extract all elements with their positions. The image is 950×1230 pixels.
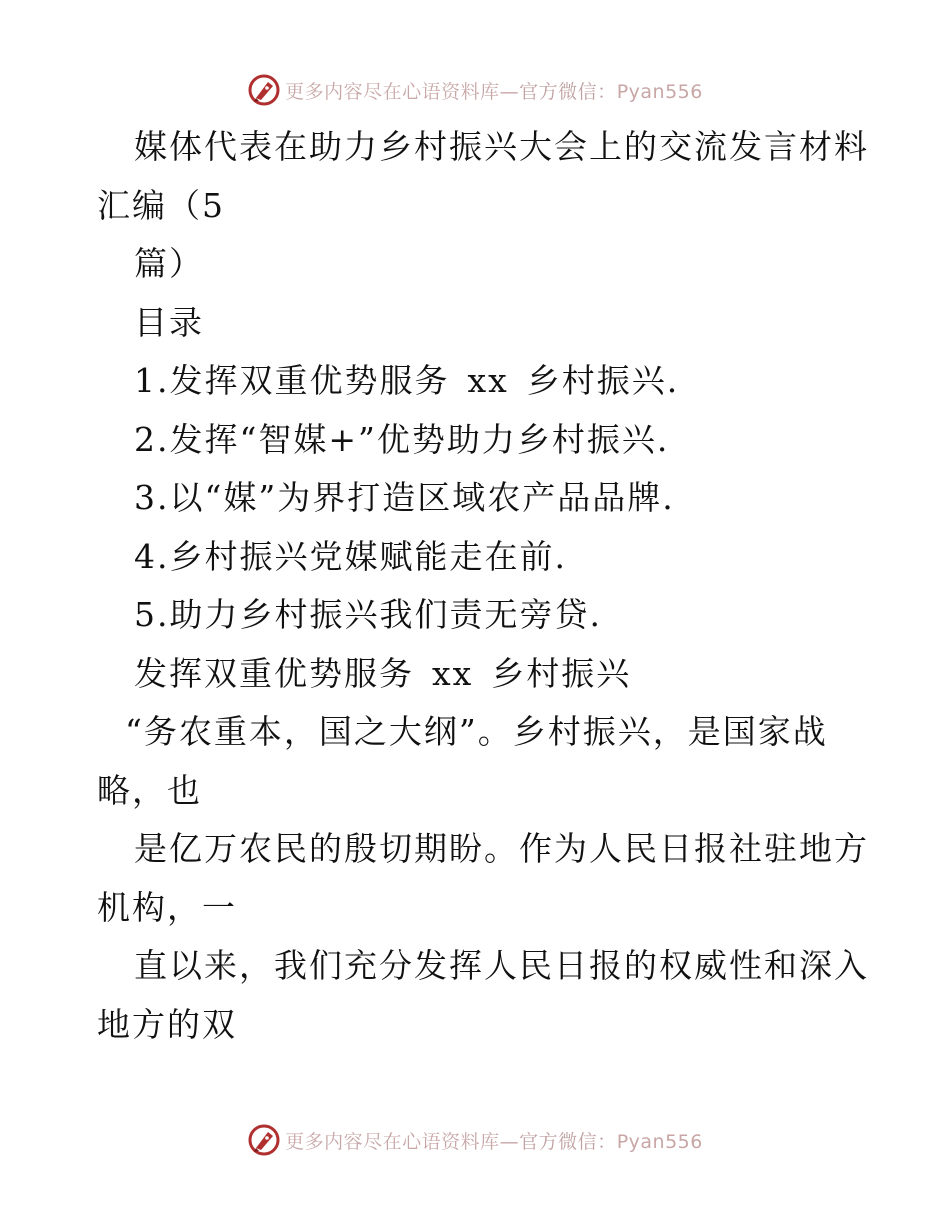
banner-wechat-id: Pyan556 [616, 80, 703, 103]
body-line-5: 直以来，我们充分发挥人民日报的权威性和深入 [134, 946, 869, 985]
banner-dash: — [499, 1130, 520, 1153]
section-title [97, 645, 857, 704]
toc-item-1 [97, 352, 857, 411]
section-title-mid: xx [432, 653, 474, 693]
section-title-prefix: 发挥双重优势服务 [134, 653, 414, 693]
banner-brand-text: 更多内容尽在心语资料库 [285, 80, 500, 103]
header-banner [0, 70, 950, 110]
body-line-6: 地方的双 [97, 1004, 237, 1044]
toc-item-1-mid: xx [467, 361, 509, 400]
toc-item-1-suffix: 乡村振兴. [526, 361, 680, 400]
doc-title-line-3: 篇） [134, 244, 204, 283]
doc-title-line-2: 汇编（5 [97, 185, 225, 225]
body-line-1: “务农重本，国之大纲”。乡村振兴，是国家战 [125, 712, 828, 751]
pen-nib-logo-icon [247, 1123, 281, 1157]
toc-item-3: 3.以“媒”为界打造区域农产品品牌. [134, 478, 675, 517]
toc-item-2: 2.发挥“智媒+”优势助力乡村振兴. [134, 419, 670, 459]
toc-item-1-prefix: 1.发挥双重优势服务 [134, 361, 450, 400]
toc-item-5: 5.助力乡村振兴我们责无旁贷. [134, 595, 602, 634]
toc-heading: 目录 [134, 302, 204, 342]
banner-wechat-id: Pyan556 [616, 1130, 703, 1153]
body-line-3: 是亿万农民的殷切期盼。作为人民日报社驻地方 [134, 829, 869, 868]
document-body [97, 118, 869, 1054]
doc-title-line-1: 媒体代表在助力乡村振兴大会上的交流发言材料 [134, 127, 869, 166]
body-line-4: 机构，一 [97, 887, 237, 927]
toc-item-4: 4.乡村振兴党媒赋能走在前. [134, 536, 567, 576]
pen-nib-logo-icon [247, 73, 281, 107]
banner-wechat-label: 官方微信： [519, 1130, 617, 1153]
section-title-suffix: 乡村振兴 [491, 653, 632, 693]
banner-text [285, 77, 703, 104]
banner-dash: — [499, 80, 520, 103]
body-line-2: 略，也 [97, 770, 202, 810]
banner-wechat-label: 官方微信： [519, 80, 617, 103]
footer-banner [0, 1120, 950, 1160]
banner-text [285, 1127, 703, 1154]
banner-brand-text: 更多内容尽在心语资料库 [285, 1130, 500, 1153]
